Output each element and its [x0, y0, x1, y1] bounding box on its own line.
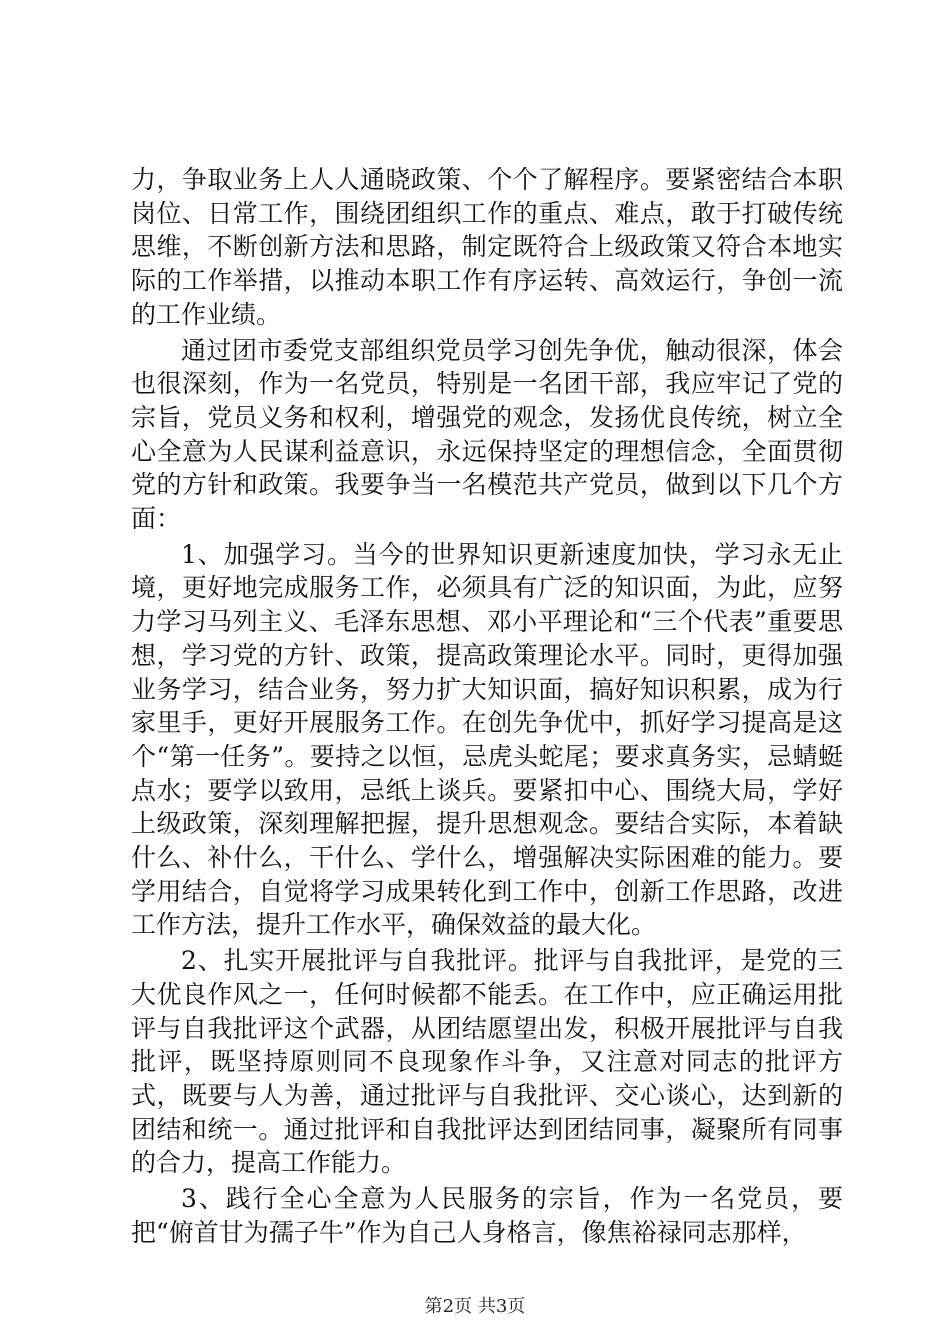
paragraph-continuation: 力，争取业务上人人通晓政策、个个了解程序。要紧密结合本职岗位、日常工作，围绕团组织工作的重点、难点，敢于打破传统思维，不断创新方法和思路，制定既符合上级政策又符合本地实际的工作举措，以推动本职工作有序运转、高效运行，争创一流的工作业绩。: [131, 165, 843, 329]
document-body: [131, 163, 843, 1250]
paragraph-point-2: 2、扎实开展批评与自我批评。批评与自我批评，是党的三大优良作风之一，任何时候都不能丢。在工作中，应正确运用批评与自我批评这个武器，从团结愿望出发，积极开展批评与自我批评，既坚持原则同不良现象作斗争，又注意对同志的批评方式，既要与人为善，通过批评与自我批评、交心谈心，达到新的团结和统一。通过批评和自我批评达到团结同事，凝聚所有同事的合力，提高工作能力。: [131, 946, 843, 1178]
paragraph-intro: 通过团市委党支部组织党员学习创先争优，触动很深，体会也很深刻，作为一名党员，特别是一名团干部，我应牢记了党的宗旨，党员义务和权利，增强党的观念，发扬优良传统，树立全心全意为人民谋利益意识，永远保持坚定的理想信念，全面贯彻党的方针和政策。我要争当一名模范共产党员，做到以下几个方面：: [131, 335, 843, 534]
paragraph-point-1: 1、加强学习。当今的世界知识更新速度加快，学习永无止境，更好地完成服务工作，必须具有广泛的知识面，为此，应努力学习马列主义、毛泽东思想、邓小平理论和“三个代表”重要思想，学习党的方针、政策，提高政策理论水平。同时，更得加强业务学习，结合业务，努力扩大知识面，搞好知识积累，成为行家里手，更好开展服务工作。在创先争优中，抓好学习提高是这个“第一任务”。要持之以恒，忌虎头蛇尾；要求真务实，忌蜻蜓点水；要学以致用，忌纸上谈兵。要紧扣中心、围绕大局，学好上级政策，深刻理解把握，提升思想观念。要结合实际，本着缺什么、补什么，干什么、学什么，增强解决实际困难的能力。要学用结合，自觉将学习成果转化到工作中，创新工作思路，改进工作方法，提升工作水平，确保效益的最大化。: [131, 539, 843, 940]
paragraph-point-3: 3、践行全心全意为人民服务的宗旨，作为一名党员，要把“俯首甘为孺子牛”作为自己人身格言，像焦裕禄同志那样，: [131, 1184, 843, 1247]
page-footer: 第2页 共3页: [424, 1296, 526, 1317]
